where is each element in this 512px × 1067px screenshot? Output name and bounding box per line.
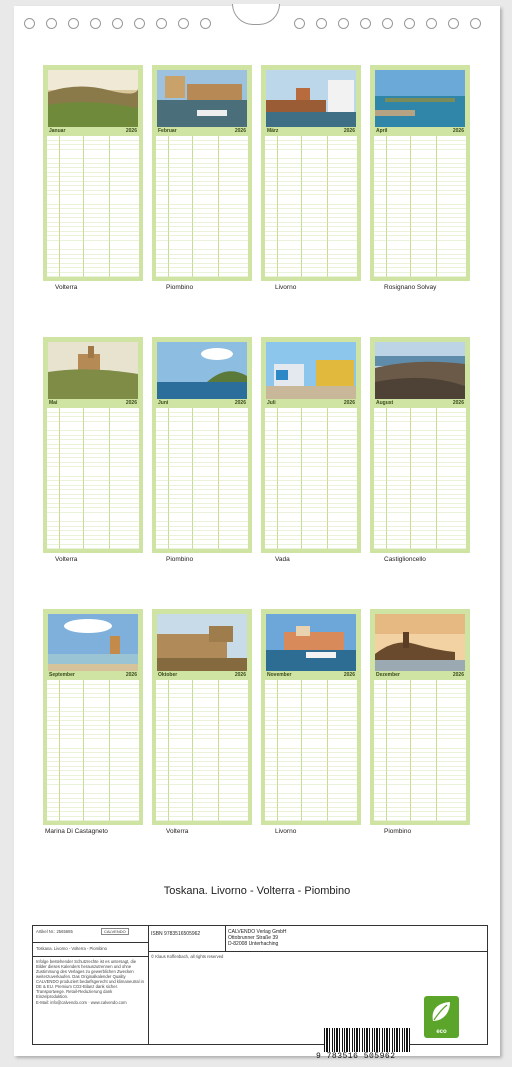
eco-badge xyxy=(424,996,459,1038)
month-year: 2026 xyxy=(234,400,246,406)
imprint-subtitle: Toskana. Livorno - Volterra - Piombino xyxy=(36,946,107,951)
month-year: 2026 xyxy=(452,672,464,678)
month-name: August xyxy=(376,400,394,406)
month-calendar-september xyxy=(43,609,143,825)
binding-ring xyxy=(178,18,189,29)
photo-caption: Vada xyxy=(275,556,290,563)
calendar-title: Toskana. Livorno - Volterra - Piombino xyxy=(163,885,351,897)
month-photo xyxy=(375,342,465,399)
month-year: 2026 xyxy=(452,128,464,134)
photo-caption: Piombino xyxy=(384,828,412,835)
month-photo xyxy=(157,614,247,671)
binding-ring xyxy=(156,18,167,29)
copyright: © Klaus Koffenbach, all rights reserved xyxy=(151,954,224,959)
day-grid xyxy=(374,680,466,821)
binding-ring xyxy=(470,18,481,29)
month-photo xyxy=(48,614,138,671)
month-year: 2026 xyxy=(343,672,355,678)
publisher-name: CALVENDO Verlag GmbH xyxy=(228,929,287,935)
month-photo xyxy=(266,70,356,127)
month-photo xyxy=(266,614,356,671)
month-photo xyxy=(48,342,138,399)
binding-ring xyxy=(200,18,211,29)
barcode-digits: 9 783516 505962 xyxy=(316,1052,396,1061)
photo-caption: Castiglioncello xyxy=(384,556,426,563)
photo-caption: Volterra xyxy=(166,828,189,835)
month-name: März xyxy=(267,128,279,134)
day-grid xyxy=(265,680,357,821)
month-header xyxy=(156,671,248,679)
publisher-street: Ottobrunner Straße 39 xyxy=(228,935,279,941)
month-name: Mai xyxy=(49,400,58,406)
photo-caption: Rosignano Solvay xyxy=(384,284,437,291)
month-year: 2026 xyxy=(343,400,355,406)
month-name: Oktober xyxy=(158,672,178,678)
eco-label: eco xyxy=(436,1029,447,1035)
day-grid xyxy=(156,680,248,821)
month-header xyxy=(265,399,357,407)
photo-caption: Piombino xyxy=(166,284,194,291)
calendar-page xyxy=(14,6,500,1061)
day-grid xyxy=(265,408,357,549)
month-calendar-april xyxy=(370,65,470,281)
month-calendar-februar xyxy=(152,65,252,281)
month-name: November xyxy=(267,672,292,678)
month-calendar-juni xyxy=(152,337,252,553)
binding-ring xyxy=(382,18,393,29)
month-header xyxy=(374,399,466,407)
month-header xyxy=(265,127,357,135)
month-header xyxy=(265,671,357,679)
month-name: April xyxy=(376,128,388,134)
month-photo xyxy=(375,614,465,671)
binding-ring xyxy=(360,18,371,29)
day-grid xyxy=(47,408,139,549)
month-name: September xyxy=(49,672,75,678)
binding-ring xyxy=(68,18,79,29)
month-photo xyxy=(157,342,247,399)
month-header xyxy=(156,399,248,407)
month-calendar-märz xyxy=(261,65,361,281)
day-grid xyxy=(47,680,139,821)
photo-caption: Piombino xyxy=(166,556,194,563)
binding-ring xyxy=(338,18,349,29)
imprint-left-column xyxy=(33,926,149,1044)
month-header xyxy=(374,671,466,679)
month-name: Dezember xyxy=(376,672,400,678)
month-year: 2026 xyxy=(343,128,355,134)
day-grid xyxy=(265,136,357,277)
month-name: Februar xyxy=(158,128,177,134)
imprint-contact: E-Mail: info@calvendo.com · www.calvendo.com xyxy=(36,1000,127,1005)
binding-ring xyxy=(134,18,145,29)
day-grid xyxy=(374,408,466,549)
binding-ring xyxy=(46,18,57,29)
month-calendar-dezember xyxy=(370,609,470,825)
binding-ring xyxy=(90,18,101,29)
month-photo xyxy=(375,70,465,127)
photo-caption: Volterra xyxy=(55,284,78,291)
photo-caption: Livorno xyxy=(275,284,297,291)
month-year: 2026 xyxy=(125,400,137,406)
photo-caption: Volterra xyxy=(55,556,78,563)
month-calendar-oktober xyxy=(152,609,252,825)
month-name: Januar xyxy=(49,128,66,134)
binding-ring xyxy=(294,18,305,29)
binding-ring xyxy=(316,18,327,29)
month-year: 2026 xyxy=(234,128,246,134)
imprint-box xyxy=(32,925,488,1045)
binding-ring xyxy=(426,18,437,29)
binding-ring xyxy=(448,18,459,29)
month-photo xyxy=(157,70,247,127)
month-year: 2026 xyxy=(125,672,137,678)
day-grid xyxy=(156,136,248,277)
isbn: ISBN 9783516505962 xyxy=(151,931,201,937)
binding-ring xyxy=(404,18,415,29)
month-header xyxy=(156,127,248,135)
photo-caption: Livorno xyxy=(275,828,297,835)
month-calendar-januar xyxy=(43,65,143,281)
month-header xyxy=(47,671,139,679)
isbn-barcode xyxy=(316,1028,416,1061)
month-year: 2026 xyxy=(452,400,464,406)
photo-caption: Marina Di Castagneto xyxy=(45,828,108,835)
month-calendar-juli xyxy=(261,337,361,553)
barcode-bars xyxy=(324,1028,410,1052)
month-name: Juni xyxy=(158,400,169,406)
month-year: 2026 xyxy=(125,128,137,134)
day-grid xyxy=(47,136,139,277)
month-calendar-november xyxy=(261,609,361,825)
month-year: 2026 xyxy=(234,672,246,678)
month-header xyxy=(47,399,139,407)
imprint-notice: Infolge bestehender Schutzrechte ist es untersagt, die Bilder dieses Kalenders herauszutrennen und ohne Zustimmung des Verlages zu gewerblichen Zwecken weiterzuverkaufen. Das Originalkalender Quality CALVENDO produziert bedarfsgerecht und klimaneutral in DE & EU. Premium CO2-Bilanz dank sicher. Transportwege. Retail-Reduzierung dank Einzelproduktion. xyxy=(36,959,144,999)
leaf-icon xyxy=(428,999,455,1026)
month-name: Juli xyxy=(267,400,276,406)
article-number: Artikel Nr.: 2565685 xyxy=(36,929,73,934)
binding-ring xyxy=(112,18,123,29)
month-calendar-august xyxy=(370,337,470,553)
day-grid xyxy=(156,408,248,549)
binding-ring xyxy=(24,18,35,29)
month-header xyxy=(47,127,139,135)
month-calendar-mai xyxy=(43,337,143,553)
day-grid xyxy=(374,136,466,277)
month-photo xyxy=(266,342,356,399)
month-header xyxy=(374,127,466,135)
publisher-city: D-82008 Unterhaching xyxy=(228,941,279,947)
calvendo-logo: CALVENDO xyxy=(101,928,129,935)
month-photo xyxy=(48,70,138,127)
